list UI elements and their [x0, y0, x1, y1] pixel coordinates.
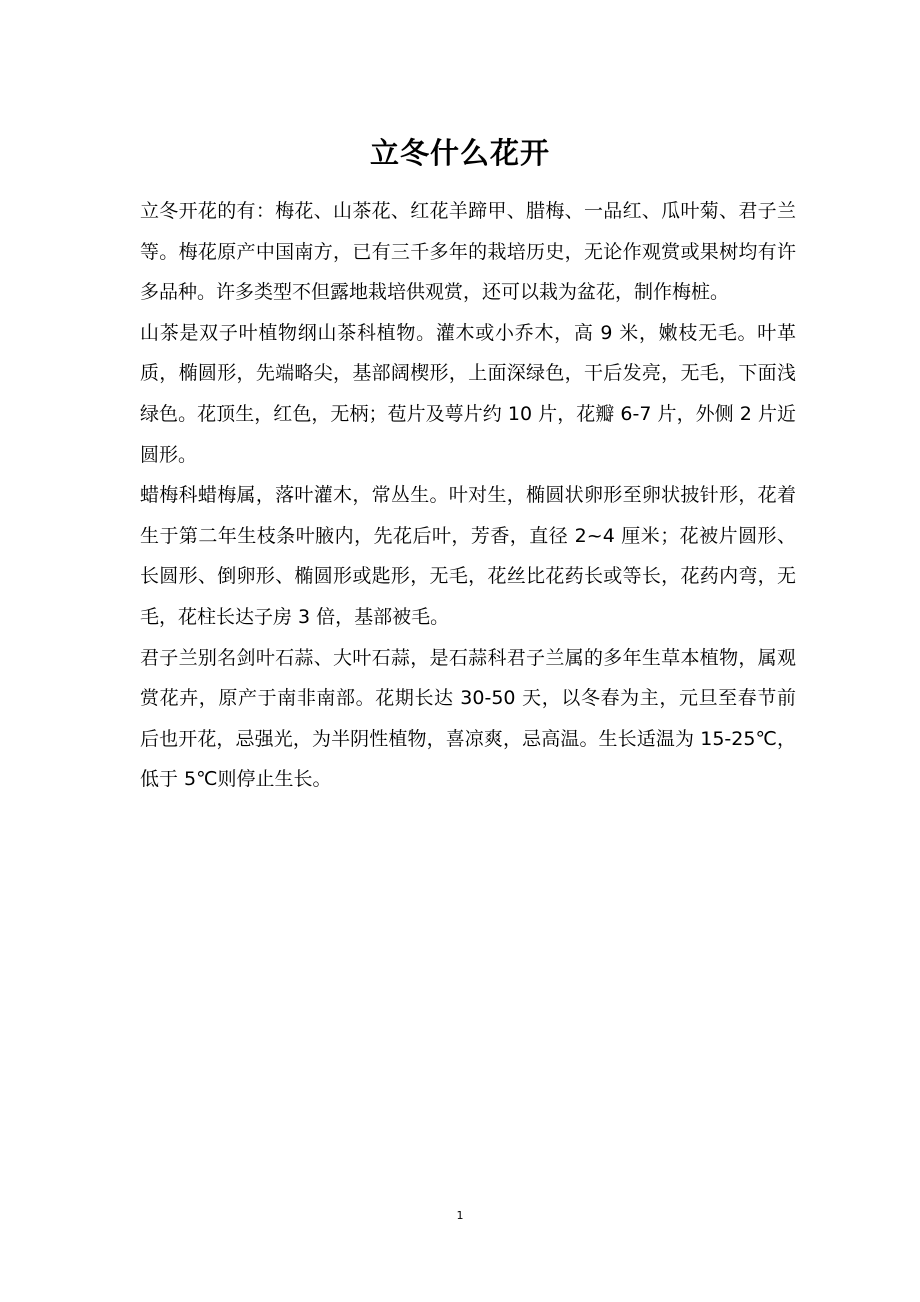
paragraph-wintersweet: 蜡梅科蜡梅属，落叶灌木，常丛生。叶对生，椭圆状卵形至卵状披针形，花着生于第二年生枝条叶腋内，先花后叶，芳香，直径 2~4 厘米；花被片圆形、长圆形、倒卵形、椭圆形或匙形，无毛，花丝比花药长或等长，花药内弯，无毛，花柱长达子房 3 倍，基部被毛。	[140, 484, 796, 628]
paragraph-camellia: 山茶是双子叶植物纲山茶科植物。灌木或小乔木，高 9 米，嫩枝无毛。叶革质，椭圆形，先端略尖，基部阔楔形，上面深绿色，干后发亮，无毛，下面浅绿色。花顶生，红色，无柄；苞片及萼片约 10 片，花瓣 6-7 片，外侧 2 片近圆形。	[140, 321, 796, 466]
page-title: 立冬什么花开	[369, 136, 550, 171]
paragraph-plum-blossom: 立冬开花的有：梅花、山茶花、红花羊蹄甲、腊梅、一品红、瓜叶菊、君子兰等。梅花原产中国南方，已有三千多年的栽培历史，无论作观赏或果树均有许多品种。许多类型不但露地栽培供观赏，还可以栽为盆花，制作梅桩。	[140, 200, 796, 304]
body-text	[140, 191, 796, 800]
paragraph-clivia: 君子兰别名剑叶石蒜、大叶石蒜，是石蒜科君子兰属的多年生草本植物，属观赏花卉，原产于南非南部。花期长达 30-50 天，以冬春为主，元旦至春节前后也开花，忌强光，为半阴性植物，喜凉爽，忌高温。生长适温为 15-25℃，低于 5℃则停止生长。	[140, 646, 796, 791]
page-number: 1	[456, 1209, 464, 1222]
